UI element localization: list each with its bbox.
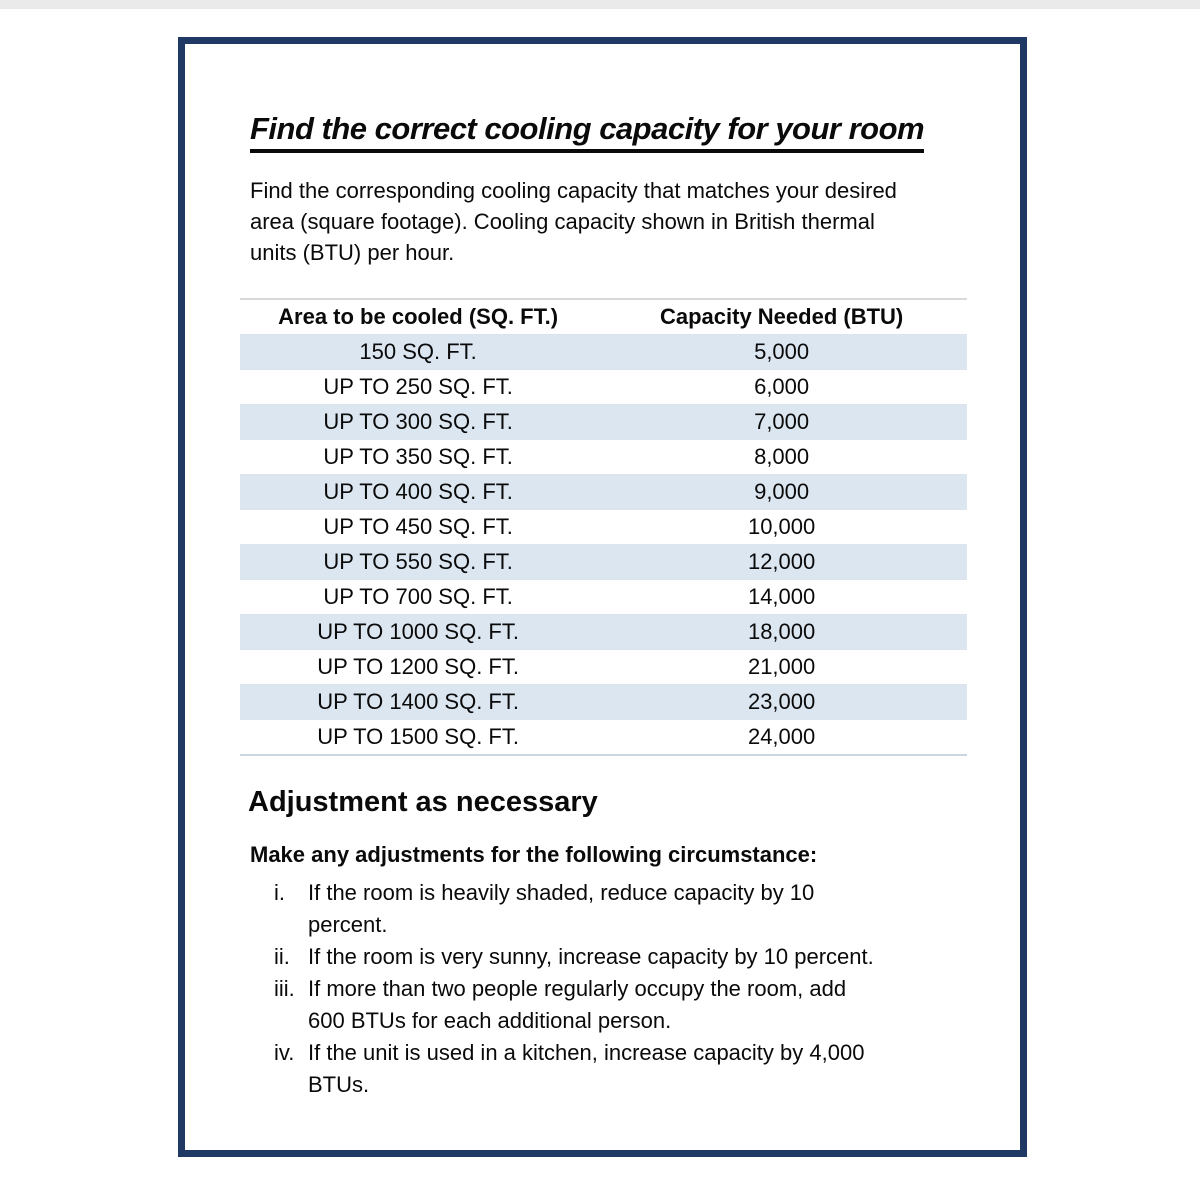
table-row <box>240 720 967 756</box>
document-page-frame <box>178 37 1027 1157</box>
table-row <box>240 475 967 510</box>
adjustment-heading: Adjustment as necessary <box>248 786 598 819</box>
table-row <box>240 615 967 650</box>
list-item-text <box>308 941 936 973</box>
area-cell: UP TO 1500 SQ. FT. <box>317 724 519 750</box>
area-cell: UP TO 1000 SQ. FT. <box>317 619 519 645</box>
intro-line: area (square footage). Cooling capacity shown in British thermal <box>250 209 875 235</box>
adjustment-intro: Make any adjustments for the following circumstance: <box>250 842 818 868</box>
intro-line: units (BTU) per hour. <box>250 240 455 266</box>
area-cell: UP TO 550 SQ. FT. <box>323 549 513 575</box>
table-header-row <box>240 299 967 335</box>
list-item-line: If the room is heavily shaded, reduce capacity by 10 <box>308 880 815 906</box>
btu-cell: 21,000 <box>747 654 816 680</box>
btu-cell: 18,000 <box>747 619 816 645</box>
btu-cell: 8,000 <box>754 444 810 470</box>
table-row <box>240 440 967 475</box>
table-row <box>240 580 967 615</box>
table-row <box>240 510 967 545</box>
btu-cell: 9,000 <box>754 479 810 505</box>
area-cell: UP TO 350 SQ. FT. <box>323 444 513 470</box>
list-item-numeral: iii. <box>274 976 295 1002</box>
table-row <box>240 685 967 720</box>
list-item-text <box>308 877 936 941</box>
list-item <box>250 877 1020 941</box>
list-item-text <box>308 973 936 1037</box>
area-cell: UP TO 300 SQ. FT. <box>323 409 513 435</box>
cooling-capacity-table <box>240 298 967 756</box>
table-row <box>240 370 967 405</box>
btu-cell: 24,000 <box>747 724 816 750</box>
area-cell: UP TO 450 SQ. FT. <box>323 514 513 540</box>
area-cell: UP TO 1200 SQ. FT. <box>317 654 519 680</box>
area-cell: UP TO 700 SQ. FT. <box>323 584 513 610</box>
list-item-line: percent. <box>308 912 388 938</box>
list-item-text <box>308 1037 936 1101</box>
btu-cell: 10,000 <box>747 514 816 540</box>
list-item-line: 600 BTUs for each additional person. <box>308 1008 672 1034</box>
table-row <box>240 545 967 580</box>
btu-cell: 12,000 <box>747 549 816 575</box>
document-content <box>185 44 1020 1101</box>
btu-cell: 5,000 <box>754 339 810 365</box>
area-cell: UP TO 1400 SQ. FT. <box>317 689 519 715</box>
list-item-numeral: i. <box>274 880 285 906</box>
btu-cell: 23,000 <box>747 689 816 715</box>
area-cell: 150 SQ. FT. <box>359 339 477 365</box>
list-item <box>250 1037 1020 1101</box>
table-row <box>240 650 967 685</box>
table-row <box>240 405 967 440</box>
adjustment-list <box>250 877 1020 1101</box>
list-item-line: If the room is very sunny, increase capacity by 10 percent. <box>308 944 874 970</box>
column-header-area: Area to be cooled (SQ. FT.) <box>278 304 559 330</box>
area-cell: UP TO 250 SQ. FT. <box>323 374 513 400</box>
list-item <box>250 941 1020 973</box>
list-item-line: If more than two people regularly occupy the room, add <box>308 976 847 1002</box>
page-title: Find the correct cooling capacity for your room <box>250 112 924 153</box>
list-item-numeral: ii. <box>274 944 290 970</box>
list-item-line: If the unit is used in a kitchen, increase capacity by 4,000 <box>308 1040 865 1066</box>
btu-cell: 6,000 <box>754 374 810 400</box>
intro-paragraph <box>250 175 1020 268</box>
image-top-edge-strip <box>0 0 1200 9</box>
table-row <box>240 335 967 370</box>
btu-cell: 14,000 <box>747 584 816 610</box>
area-cell: UP TO 400 SQ. FT. <box>323 479 513 505</box>
intro-line: Find the corresponding cooling capacity that matches your desired <box>250 178 897 204</box>
list-item <box>250 973 1020 1037</box>
btu-cell: 7,000 <box>754 409 810 435</box>
list-item-line: BTUs. <box>308 1072 370 1098</box>
list-item-numeral: iv. <box>274 1040 295 1066</box>
column-header-capacity: Capacity Needed (BTU) <box>659 304 904 330</box>
